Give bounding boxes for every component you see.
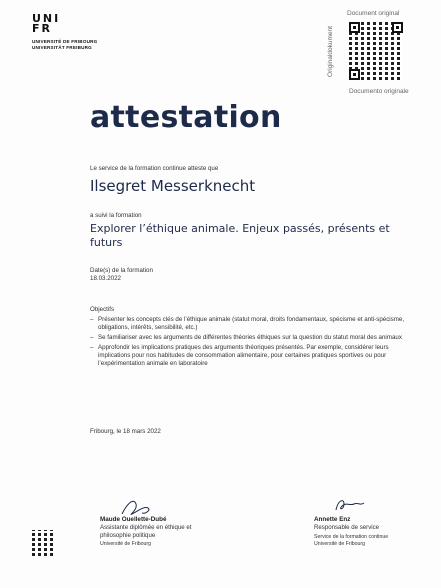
signatory-left-name: Maude Ouellette-Dubé bbox=[100, 516, 167, 523]
signatory-left-role-line2: philosophie politique bbox=[100, 531, 156, 539]
signatory-right-role: Responsable de service bbox=[314, 524, 380, 531]
training-dates bbox=[90, 267, 153, 283]
objectives-list bbox=[90, 316, 410, 368]
logo-mark-line1: UNI bbox=[32, 12, 61, 25]
signatory-right-institution-line2: Université de Fribourg bbox=[314, 540, 366, 547]
document-title: attestation bbox=[90, 100, 282, 135]
objectives-label: Objectifs bbox=[90, 306, 115, 313]
seal-label-left: Originaldokument bbox=[326, 26, 334, 77]
course-title: Explorer l’éthique animale. Enjeux passés, présents et futurs bbox=[90, 222, 390, 249]
signatory-left-institution: Université de Fribourg bbox=[100, 541, 152, 547]
signatory-left bbox=[100, 492, 191, 548]
logo-university-name-de: UNIVERSITÄT FREIBURG bbox=[32, 44, 92, 50]
place-and-date: Fribourg, le 18 mars 2022 bbox=[90, 428, 161, 435]
seal-label-bottom: Documento originale bbox=[349, 88, 409, 95]
signatory-left-role-line1: Assistante diplômée en éthique et bbox=[100, 524, 192, 531]
small-qr-code-icon bbox=[32, 530, 56, 556]
dates-label: Date(s) de la formation bbox=[90, 267, 153, 274]
signatory-right-name: Annette Enz bbox=[314, 516, 351, 523]
objective-item: – Approfondir les implications pratiques des arguments théoriques présentés. Par exemple, considérer leurs implications pour nos habitudes de consommation alimentaire, pour certaines pratiques sportives ou pour l’expérimentation animale en laboratoire bbox=[90, 344, 410, 368]
followed-text: a suivi la formation bbox=[90, 212, 142, 219]
intro-text: Le service de la formation continue atteste que bbox=[90, 165, 219, 172]
objective-item: – Présenter les concepts clés de l’éthique animale (statut moral, droits fondamentaux, spécisme et anti-spécisme, obligations, intérêts, sensibilité, etc.) bbox=[90, 316, 410, 332]
recipient-name: Ilsegret Messerknecht bbox=[90, 177, 256, 195]
university-logo bbox=[32, 14, 102, 50]
qr-code-icon bbox=[349, 22, 403, 80]
objectives-section bbox=[90, 306, 410, 370]
original-document-seal bbox=[327, 8, 419, 100]
signatory-right-institution-line1: Service de la formation continue bbox=[314, 533, 389, 540]
dates-value: 18.03.2022 bbox=[90, 275, 121, 282]
signatory-right bbox=[314, 492, 388, 548]
seal-label-top: Document original bbox=[347, 10, 400, 17]
logo-mark-line2: FR bbox=[32, 22, 52, 35]
objective-item: – Se familiariser avec les arguments de différentes théories éthiques sur la question du statut moral des animaux bbox=[90, 334, 410, 342]
logo-university-name-fr: UNIVERSITÉ DE FRIBOURG bbox=[32, 39, 98, 44]
